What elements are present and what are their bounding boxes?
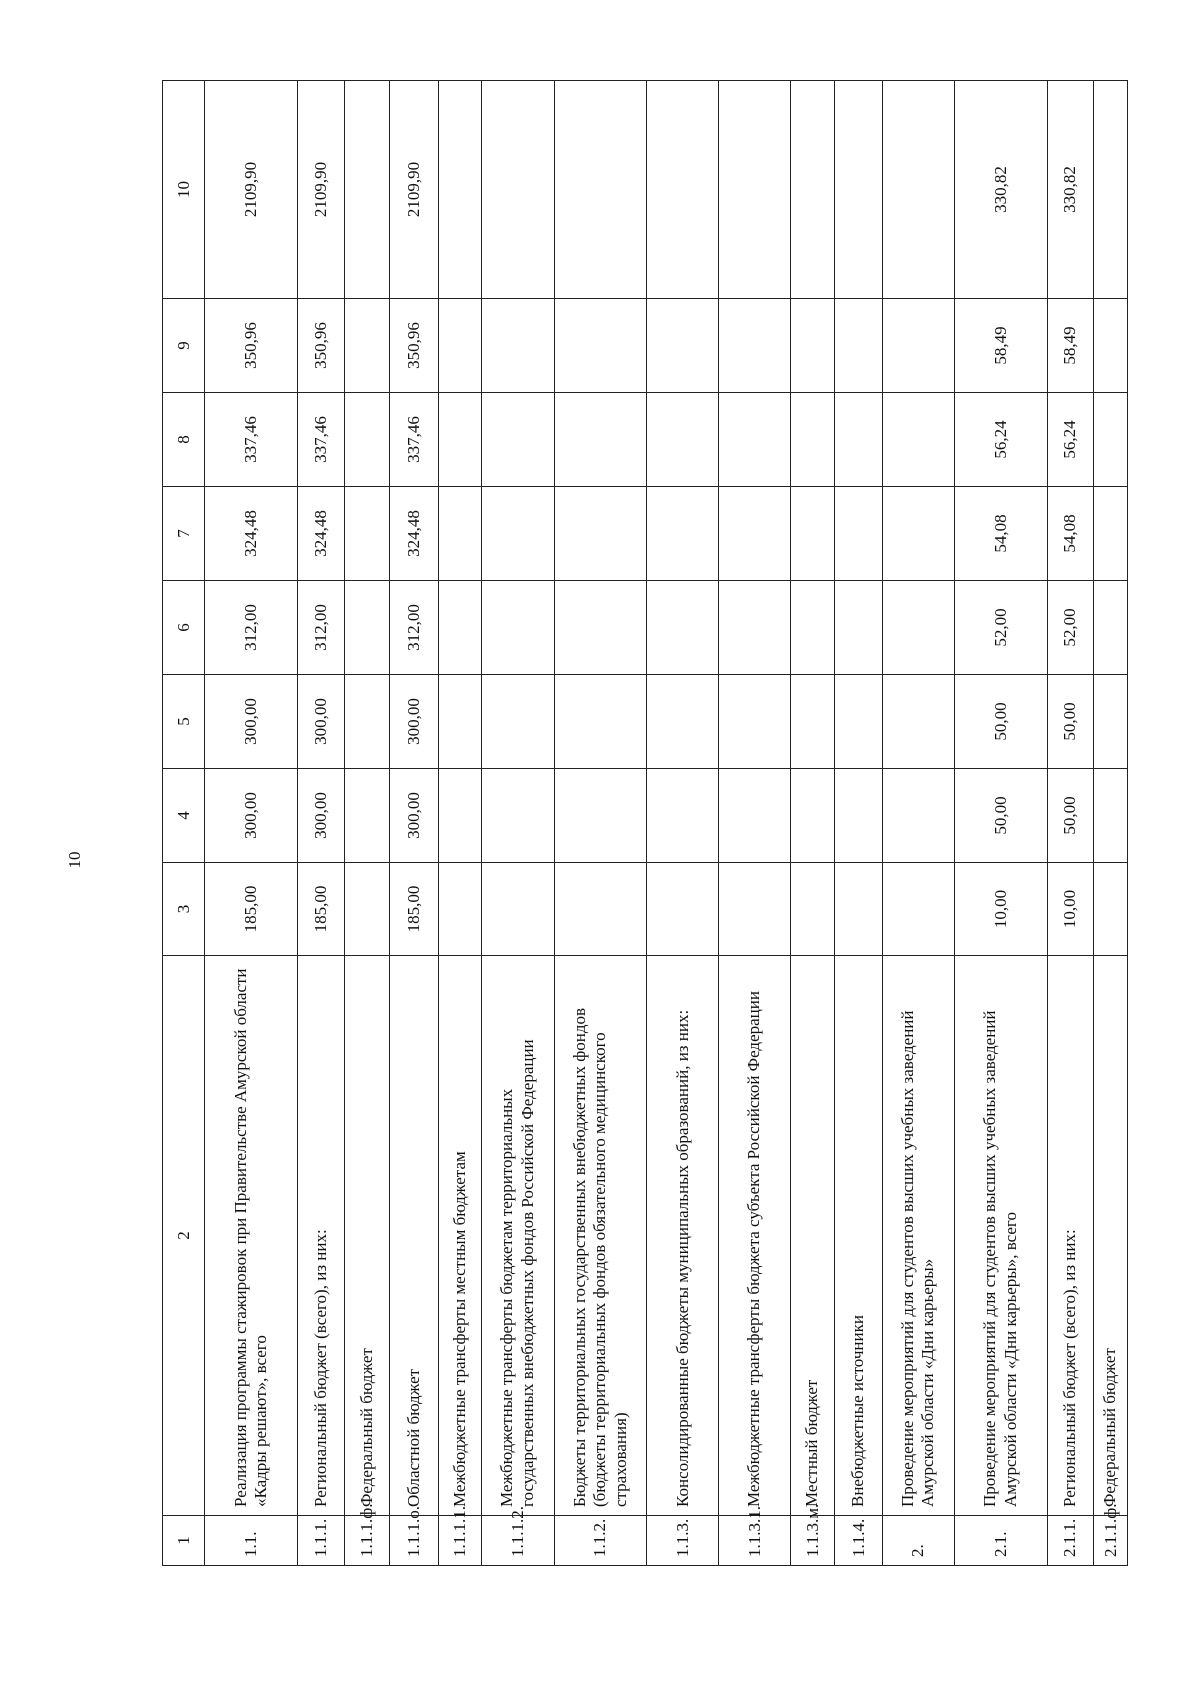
table-row (481, 81, 554, 1566)
row-code-cell: 1.1.3. (647, 1516, 719, 1566)
value-cell (835, 81, 883, 299)
value-cell: 10,00 (954, 863, 1047, 956)
table-row (882, 81, 954, 1566)
value-cell (554, 769, 647, 863)
column-header-2: 2 (163, 956, 205, 1516)
value-cell: 337,46 (297, 393, 345, 487)
value-cell (882, 675, 954, 769)
row-code-cell: 1.1. (205, 1516, 298, 1566)
value-cell: 324,48 (389, 487, 439, 581)
value-cell (554, 581, 647, 675)
value-cell (647, 393, 719, 487)
value-cell (647, 769, 719, 863)
value-cell: 300,00 (297, 769, 345, 863)
value-cell (481, 299, 554, 393)
value-cell (439, 487, 481, 581)
value-cell (791, 393, 835, 487)
row-code-cell: 1.1.1.ф. (345, 1516, 389, 1566)
value-cell (439, 299, 481, 393)
table-row (1094, 81, 1128, 1566)
table-body (205, 81, 1128, 1566)
column-header-10: 10 (163, 81, 205, 299)
row-description-cell: Межбюджетные трансферты местным бюджетам (439, 956, 481, 1516)
row-description-cell: Межбюджетные трансферты бюджетам территориальных государственных внебюджетных фондов Российской Федерации (481, 956, 554, 1516)
row-description-cell: Консолидированные бюджеты муниципальных образований, из них: (647, 956, 719, 1516)
value-cell (481, 581, 554, 675)
value-cell (719, 299, 791, 393)
value-cell (791, 487, 835, 581)
value-cell (647, 863, 719, 956)
value-cell: 2109,90 (205, 81, 298, 299)
row-description-cell: Бюджеты территориальных государственных внебюджетных фондов (бюджеты территориальных фондов обязательного медицинского страхования) (554, 956, 647, 1516)
value-cell (835, 769, 883, 863)
row-code-cell: 2. (882, 1516, 954, 1566)
value-cell (439, 81, 481, 299)
value-cell: 312,00 (297, 581, 345, 675)
value-cell (481, 863, 554, 956)
row-code-cell: 2.1.1. (1047, 1516, 1093, 1566)
table-row (1047, 81, 1093, 1566)
row-code-cell: 1.1.4. (835, 1516, 883, 1566)
value-cell: 50,00 (954, 675, 1047, 769)
value-cell (481, 393, 554, 487)
table-row (205, 81, 298, 1566)
column-header-5: 5 (163, 675, 205, 769)
value-cell (719, 487, 791, 581)
row-description-cell: Федеральный бюджет (1094, 956, 1128, 1516)
value-cell: 312,00 (205, 581, 298, 675)
table-row (554, 81, 647, 1566)
value-cell (554, 81, 647, 299)
value-cell (835, 299, 883, 393)
value-cell (345, 487, 389, 581)
value-cell (1094, 863, 1128, 956)
row-code-cell: 1.1.1.2. (481, 1516, 554, 1566)
row-code-cell: 1.1.1. (297, 1516, 345, 1566)
table-row (389, 81, 439, 1566)
value-cell (791, 675, 835, 769)
value-cell (345, 675, 389, 769)
value-cell (835, 487, 883, 581)
page-number: 10 (65, 851, 84, 869)
value-cell (882, 393, 954, 487)
value-cell: 337,46 (389, 393, 439, 487)
value-cell (439, 769, 481, 863)
value-cell (345, 769, 389, 863)
table-header-row (163, 81, 205, 1566)
value-cell: 56,24 (954, 393, 1047, 487)
value-cell: 185,00 (389, 863, 439, 956)
value-cell: 330,82 (1047, 81, 1093, 299)
value-cell (481, 675, 554, 769)
value-cell: 58,49 (1047, 299, 1093, 393)
value-cell (1094, 487, 1128, 581)
value-cell (835, 393, 883, 487)
row-description-cell: Проведение мероприятий для студентов высших учебных заведений Амурской области «Дни карьеры» (882, 956, 954, 1516)
table-row (345, 81, 389, 1566)
value-cell (791, 299, 835, 393)
value-cell (882, 581, 954, 675)
row-code-cell: 1.1.3.м. (791, 1516, 835, 1566)
value-cell: 300,00 (389, 675, 439, 769)
row-code-cell: 1.1.2. (554, 1516, 647, 1566)
column-header-9: 9 (163, 299, 205, 393)
value-cell (647, 487, 719, 581)
value-cell (719, 675, 791, 769)
value-cell (882, 81, 954, 299)
value-cell (345, 581, 389, 675)
value-cell (439, 581, 481, 675)
value-cell (719, 769, 791, 863)
value-cell (647, 299, 719, 393)
table-row (647, 81, 719, 1566)
value-cell (835, 675, 883, 769)
value-cell (481, 81, 554, 299)
value-cell (345, 81, 389, 299)
value-cell: 54,08 (1047, 487, 1093, 581)
value-cell (1094, 81, 1128, 299)
value-cell (791, 863, 835, 956)
row-code-cell: 1.1.3.1. (719, 1516, 791, 1566)
value-cell (1094, 769, 1128, 863)
value-cell: 337,46 (205, 393, 298, 487)
column-header-3: 3 (163, 863, 205, 956)
value-cell (791, 769, 835, 863)
value-cell (439, 393, 481, 487)
row-code-cell: 1.1.1.1. (439, 1516, 481, 1566)
value-cell (439, 675, 481, 769)
value-cell (882, 299, 954, 393)
table-row (297, 81, 345, 1566)
value-cell: 2109,90 (297, 81, 345, 299)
value-cell: 300,00 (389, 769, 439, 863)
value-cell (1094, 581, 1128, 675)
value-cell: 300,00 (205, 769, 298, 863)
value-cell (791, 81, 835, 299)
value-cell (1094, 299, 1128, 393)
value-cell (481, 487, 554, 581)
value-cell: 350,96 (205, 299, 298, 393)
value-cell: 350,96 (297, 299, 345, 393)
value-cell: 300,00 (297, 675, 345, 769)
value-cell: 330,82 (954, 81, 1047, 299)
value-cell: 52,00 (954, 581, 1047, 675)
row-description-cell: Местный бюджет (791, 956, 835, 1516)
value-cell: 52,00 (1047, 581, 1093, 675)
value-cell: 324,48 (297, 487, 345, 581)
value-cell (554, 393, 647, 487)
value-cell: 56,24 (1047, 393, 1093, 487)
value-cell: 10,00 (1047, 863, 1093, 956)
budget-table (162, 80, 1128, 1566)
row-description-cell: Проведение мероприятий для студентов высших учебных заведений Амурской области «Дни карьеры», всего (954, 956, 1047, 1516)
value-cell (791, 581, 835, 675)
value-cell: 54,08 (954, 487, 1047, 581)
table-row (719, 81, 791, 1566)
value-cell (882, 487, 954, 581)
value-cell (1094, 393, 1128, 487)
table-row (439, 81, 481, 1566)
column-header-1: 1 (163, 1516, 205, 1566)
row-description-cell: Региональный бюджет (всего), из них: (297, 956, 345, 1516)
value-cell (481, 769, 554, 863)
value-cell (554, 299, 647, 393)
value-cell (345, 299, 389, 393)
row-description-cell: Федеральный бюджет (345, 956, 389, 1516)
row-code-cell: 2.1.1.ф. (1094, 1516, 1128, 1566)
value-cell (345, 863, 389, 956)
value-cell: 324,48 (205, 487, 298, 581)
value-cell (835, 581, 883, 675)
table-row (791, 81, 835, 1566)
value-cell: 300,00 (205, 675, 298, 769)
value-cell (719, 863, 791, 956)
value-cell (719, 81, 791, 299)
table-row (835, 81, 883, 1566)
row-description-cell: Межбюджетные трансферты бюджета субъекта Российской Федерации (719, 956, 791, 1516)
column-header-8: 8 (163, 393, 205, 487)
row-description-cell: Региональный бюджет (всего), из них: (1047, 956, 1093, 1516)
value-cell (882, 769, 954, 863)
row-description-cell: Реализация программы стажировок при Правительстве Амурской области «Кадры решают», всего (205, 956, 298, 1516)
value-cell (554, 863, 647, 956)
value-cell: 185,00 (205, 863, 298, 956)
row-code-cell: 1.1.1.о. (389, 1516, 439, 1566)
column-header-7: 7 (163, 487, 205, 581)
value-cell: 50,00 (1047, 769, 1093, 863)
value-cell (647, 675, 719, 769)
value-cell: 185,00 (297, 863, 345, 956)
value-cell (647, 581, 719, 675)
value-cell (719, 581, 791, 675)
value-cell: 50,00 (954, 769, 1047, 863)
value-cell: 312,00 (389, 581, 439, 675)
value-cell (554, 675, 647, 769)
row-code-cell: 2.1. (954, 1516, 1047, 1566)
row-description-cell: Областной бюджет (389, 956, 439, 1516)
column-header-4: 4 (163, 769, 205, 863)
value-cell (835, 863, 883, 956)
value-cell: 2109,90 (389, 81, 439, 299)
row-description-cell: Внебюджетные источники (835, 956, 883, 1516)
value-cell (554, 487, 647, 581)
value-cell (1094, 675, 1128, 769)
value-cell (647, 81, 719, 299)
table-row (954, 81, 1047, 1566)
value-cell (719, 393, 791, 487)
value-cell: 350,96 (389, 299, 439, 393)
value-cell (345, 393, 389, 487)
value-cell: 50,00 (1047, 675, 1093, 769)
value-cell: 58,49 (954, 299, 1047, 393)
column-header-6: 6 (163, 581, 205, 675)
value-cell (882, 863, 954, 956)
budget-table-container (162, 86, 1128, 1566)
value-cell (439, 863, 481, 956)
